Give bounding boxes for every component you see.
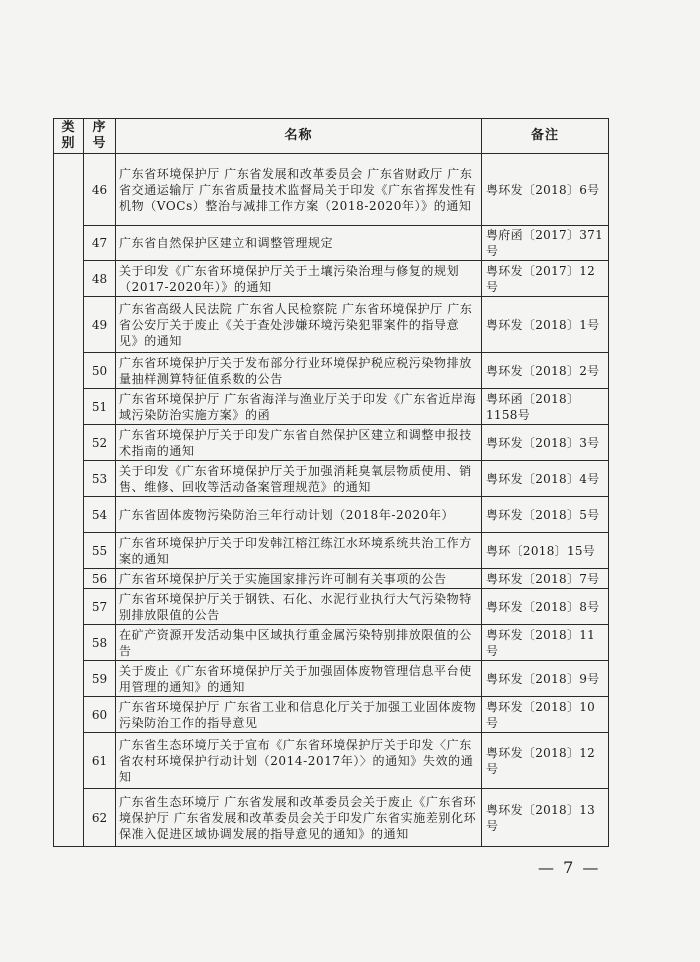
- row-name: 广东省环境保护厅 广东省工业和信息化厅关于加强工业固体废物污染防治工作的指导意见: [116, 697, 482, 733]
- row-number: 49: [84, 297, 116, 353]
- row-note: 粤环发〔2018〕3号: [482, 425, 609, 461]
- row-name: 广东省环境保护厅关于印发广东省自然保护区建立和调整申报技术指南的通知: [116, 425, 482, 461]
- row-note: 粤环函〔2018〕1158号: [482, 389, 609, 425]
- row-name: 广东省环境保护厅关于发布部分行业环境保护税应税污染物排放量抽样测算特征值系数的公告: [116, 353, 482, 389]
- row-name: 关于印发《广东省环境保护厅关于土壤污染治理与修复的规划（2017-2020年）》的通知: [116, 261, 482, 297]
- row-number: 57: [84, 589, 116, 625]
- table-row: [54, 697, 609, 733]
- table-row: [54, 589, 609, 625]
- table-row: [54, 226, 609, 261]
- row-note: 粤环发〔2018〕6号: [482, 154, 609, 226]
- row-number: 60: [84, 697, 116, 733]
- row-name: 在矿产资源开发活动集中区域执行重金属污染特别排放限值的公告: [116, 625, 482, 661]
- row-number: 59: [84, 661, 116, 697]
- table-row: [54, 789, 609, 847]
- table-row: [54, 625, 609, 661]
- row-note: 粤环发〔2018〕10号: [482, 697, 609, 733]
- row-note: 粤环发〔2018〕4号: [482, 461, 609, 497]
- row-name: 关于废止《广东省环境保护厅关于加强固体废物管理信息平台使用管理的通知》的通知: [116, 661, 482, 697]
- row-number: 46: [84, 154, 116, 226]
- table-row: [54, 661, 609, 697]
- row-note: 粤府函〔2017〕371号: [482, 226, 609, 261]
- row-name: 广东省环境保护厅关于钢铁、石化、水泥行业执行大气污染物特别排放限值的公告: [116, 589, 482, 625]
- row-name: 广东省生态环境厅关于宣布《广东省环境保护厅关于印发〈广东省农村环境保护行动计划（2014-2017年）〉的通知》失效的通知: [116, 733, 482, 789]
- table-row: [54, 733, 609, 789]
- row-number: 51: [84, 389, 116, 425]
- row-note: 粤环发〔2018〕7号: [482, 569, 609, 589]
- row-note: 粤环发〔2018〕1号: [482, 297, 609, 353]
- row-number: 61: [84, 733, 116, 789]
- category-cell: [54, 154, 84, 847]
- row-number: 48: [84, 261, 116, 297]
- row-name: 广东省环境保护厅关于印发韩江榕江练江水环境系统共治工作方案的通知: [116, 533, 482, 569]
- row-note: 粤环发〔2018〕8号: [482, 589, 609, 625]
- table-row: [54, 389, 609, 425]
- row-number: 50: [84, 353, 116, 389]
- row-note: 粤环〔2018〕15号: [482, 533, 609, 569]
- row-name: 广东省自然保护区建立和调整管理规定: [116, 226, 482, 261]
- table-row: [54, 569, 609, 589]
- header-category: 类别: [54, 119, 84, 154]
- row-name: 广东省生态环境厅 广东省发展和改革委员会关于废止《广东省环境保护厅 广东省发展和改革委员会关于印发广东省实施差别化环保准入促进区域协调发展的指导意见的通知》的通知: [116, 789, 482, 847]
- table-row: [54, 154, 609, 226]
- table-row: [54, 425, 609, 461]
- row-note: 粤环发〔2018〕13号: [482, 789, 609, 847]
- row-number: 47: [84, 226, 116, 261]
- row-name: 广东省环境保护厅 广东省发展和改革委员会 广东省财政厅 广东省交通运输厅 广东省质量技术监督局关于印发《广东省挥发性有机物（VOCs）整治与减排工作方案（2018-2020年）》的通知: [116, 154, 482, 226]
- table-row: [54, 353, 609, 389]
- regulations-table: [53, 118, 609, 847]
- row-name: 广东省固体废物污染防治三年行动计划（2018年-2020年）: [116, 497, 482, 533]
- row-note: 粤环发〔2018〕9号: [482, 661, 609, 697]
- header-number: 序号: [84, 119, 116, 154]
- row-name: 广东省环境保护厅 广东省海洋与渔业厅关于印发《广东省近岸海域污染防治实施方案》的函: [116, 389, 482, 425]
- table-row: [54, 261, 609, 297]
- row-name: 广东省环境保护厅关于实施国家排污许可制有关事项的公告: [116, 569, 482, 589]
- row-number: 53: [84, 461, 116, 497]
- row-name: 广东省高级人民法院 广东省人民检察院 广东省环境保护厅 广东省公安厅关于废止《关于查处涉嫌环境污染犯罪案件的指导意见》的通知: [116, 297, 482, 353]
- row-note: 粤环发〔2018〕5号: [482, 497, 609, 533]
- row-number: 62: [84, 789, 116, 847]
- table-row: [54, 533, 609, 569]
- row-number: 52: [84, 425, 116, 461]
- row-number: 55: [84, 533, 116, 569]
- table-row: [54, 461, 609, 497]
- row-note: 粤环发〔2018〕12号: [482, 733, 609, 789]
- table-row: [54, 297, 609, 353]
- row-note: 粤环发〔2018〕11号: [482, 625, 609, 661]
- table-header-row: [54, 119, 609, 154]
- row-note: 粤环发〔2017〕12号: [482, 261, 609, 297]
- header-name: 名称: [116, 119, 482, 154]
- row-number: 56: [84, 569, 116, 589]
- row-note: 粤环发〔2018〕2号: [482, 353, 609, 389]
- row-number: 58: [84, 625, 116, 661]
- row-name: 关于印发《广东省环境保护厅关于加强消耗臭氧层物质使用、销售、维修、回收等活动备案管理规范》的通知: [116, 461, 482, 497]
- page-number: — 7 —: [538, 858, 601, 877]
- table-row: [54, 497, 609, 533]
- header-note: 备注: [482, 119, 609, 154]
- row-number: 54: [84, 497, 116, 533]
